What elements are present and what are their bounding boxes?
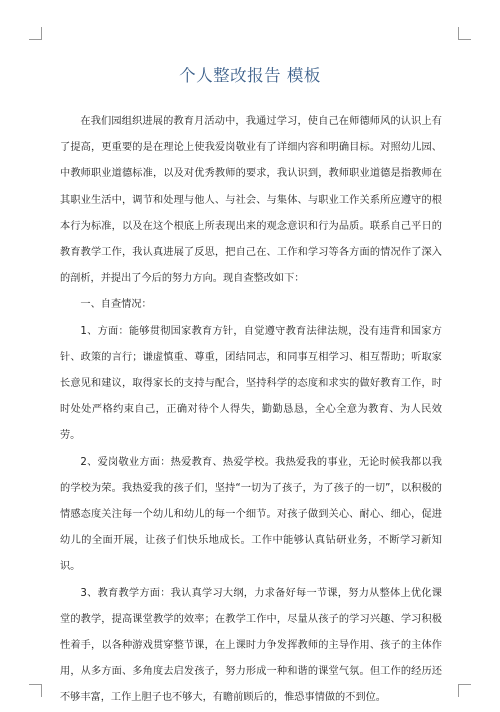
paragraph-item-2: 2、爱岗敬业方面：热爱教育、热爱学校。我热爱我的事业，无论时候我都以我的学校为荣。我热爱我的孩子们，坚持“一切为了孩子，为了孩子的一切”，以积极的情感态度关注每一个幼儿和幼儿的每一个细节。对孩子做到关心、耐心、细心，促进幼儿的全面开展，让孩子们快乐地成长。工作中能够认真钻研业务，不断学习新知识。: [60, 456, 442, 573]
crop-mark-bottom-right: [458, 684, 471, 697]
paragraph-item-1: 1、方面：能够贯彻国家教育方针，自觉遵守教育法律法规，没有违背和国家方针、政策的言行；谦虚慎重、尊重，团结同志，和同事互相学习、相互帮助；听取家长意见和建议，取得家长的支持与配合，坚持科学的态度和求实的做好教育工作，时时处处严格约束自己，正确对待个人得失，勤勤恳恳，全心全意为教育、为人民效劳。: [60, 325, 442, 442]
crop-mark-top-right: [458, 27, 471, 40]
section-heading-self-check: 一、自查情况：: [80, 299, 152, 311]
document-title: 个人整改报告 模板: [179, 66, 321, 85]
paragraph-intro: 在我们园组织进展的教育月活动中，我通过学习，使自己在师德师风的认识上有了提高，更重要的是在理论上使我爱岗敬业有了详细内容和明确目标。对照幼儿园、中教师职业道德标准，以及对优秀教师的要求，我认识到，教师职业道德是指教师在其职业生活中，调节和处理与他人、与社会、与集体、与职业工作关系所应遵守的根本行为标准，以及在这个根底上所表现出来的观念意识和行为品质。联系自己平日的教育教学工作，我认真进展了反思，把自己在、工作和学习等各方面的情况作了深入的剖析，并提出了今后的努力方向。现自查整改如下：: [60, 116, 442, 285]
paragraph-item-3: 3、教育教学方面：我认真学习大纲，力求备好每一节课，努力从整体上优化课堂的教学，提高课堂教学的效率；在教学工作中，尽量从孩子的学习兴趣、学习积极性着手，以各种游戏贯穿整节课，在上课时力争发挥教师的主导作用、孩子的主体作用，从多方面、多角度去启发孩子，努力形成一种和谐的课堂气氛。但工作的经历还不够丰富，工作上胆子也不够大，有瞻前顾后的，惟恐事情做的不到位。: [60, 587, 442, 704]
crop-mark-top-left: [29, 27, 42, 40]
document-body: [60, 109, 442, 712]
crop-mark-bottom-left: [29, 684, 42, 697]
